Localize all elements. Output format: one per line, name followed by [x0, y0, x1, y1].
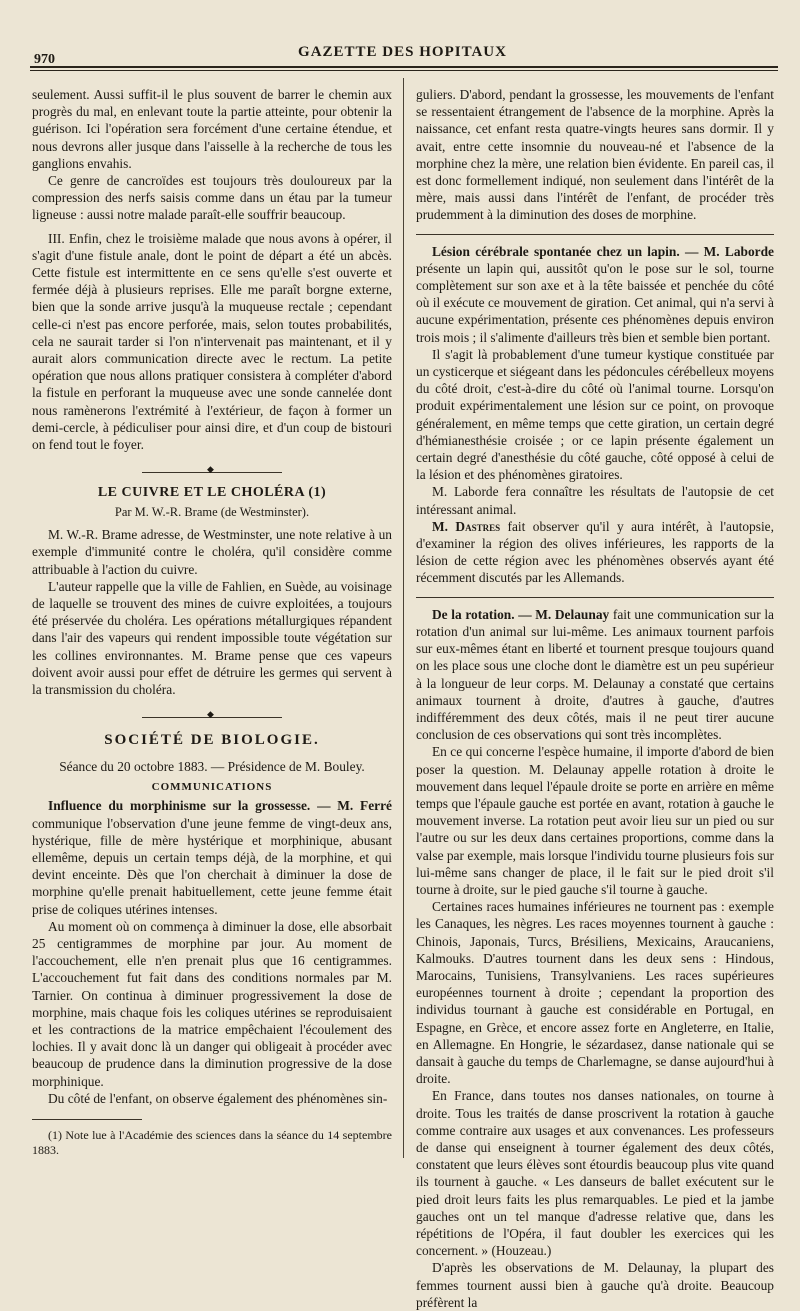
section-rule	[416, 597, 774, 598]
paragraph: seulement. Aussi suffit-il le plus souvent de barrer le chemin aux progrès du mal, en enlevant toute la partie atteinte, pour obtenir la guérison. Ici l'opération sera forcément d'une certaine étendue, et nous devrons aller jusque dans l'aisselle à la recherche de tous les ganglions envahis.	[32, 87, 392, 171]
paragraph: Au moment où on commença à diminuer la dose, elle absorbait 25 centigrammes de morphine par jour. Au moment de l'accouchement, elle n'en prenait plus que 16 centigrammes. L'accouchement fut fait dans des conditions normales par M. Tarnier. On continua à diminuer progressivement la dose de morphine, mais chaque fois les coliques utérines se reproduisaient et les contractions de la matrice empêchaient l'écoulement des lochies. Il y avait donc là un danger qui obligeait à procéder avec beaucoup de prudence dans la diminution progressive de la dose morphinique.	[32, 918, 392, 1089]
paragraph: En France, dans toutes nos danses nationales, on tourne à droite. Tous les traités de danse proscrivent la rotation à gauche comme contraire aux usages et aux convenances. Les professeurs de danse qui enseignent à tourner également des deux côtés, constatent que leurs élèves sont étourdis beaucoup plus vite quand ils tournent à gauche. « Les danseurs de ballet exécutent sur le pied droit leurs faits les plus remarquables. Le pied et la jambe gauches ont un tel manque d'adresse relative que, dans les répétitions de l'Opéra, il faut doubler les exercices qui les concernent. » (Houzeau.)	[416, 1088, 774, 1259]
paragraph: Lésion cérébrale spontanée chez un lapin. — M. Laborde présente un lapin qui, aussitôt qu'on le pose sur le sol, tourne complètement sur son axe et à la tête baissée et penchée du côté où il exécute ce mouvement de giration. Cet animal, qui n'a servi à aucune expérimentation, présente ces phénomènes depuis environ trois mois ; il s'alimente d'ailleurs très bien et semble bien portant.	[416, 243, 774, 345]
paragraph: Il s'agit là probablement d'une tumeur kystique constituée par un cysticerque et siégeant dans les pédoncules cérébelleux moyens du côté droit, c'est-à-dire du côté où l'animal tourne. Lorsqu'on produit expérimentalement une lésion sur ce point, on provoque généralement, en même temps que cette giration, un certain degré d'hémianesthésie croisée ; or ce lapin présente également un certain degré d'anesthésie du côté gauche, côté opposé à celui de la lésion et des phénomènes giratoires.	[416, 346, 774, 483]
article-byline: Par M. W.-R. Brame (de Westminster).	[114, 505, 310, 520]
header-rule	[30, 66, 778, 68]
footnote: (1) Note lue à l'Académie des sciences dans la séance du 14 septembre 1883.	[32, 1127, 392, 1157]
left-column	[32, 86, 392, 1158]
section-rule	[416, 234, 774, 235]
paragraph: M. Dastres fait observer qu'il y aura intérêt, à l'autopsie, d'examiner la région des olives inférieures, les rapports de la lésion de cette région avec les phénomènes observés ayant été récemment discutés par les Allemands.	[416, 518, 774, 586]
header-rule-thin	[30, 70, 778, 71]
paragraph: D'après les observations de M. Delaunay, la plupart des femmes tournent aussi bien à gauche qu'à droite. Beaucoup préfèrent la	[416, 1260, 774, 1310]
society-title: SOCIÉTÉ DE BIOLOGIE.	[104, 732, 320, 749]
right-column	[416, 86, 774, 1311]
article-title: LE CUIVRE ET LE CHOLÉRA (1)	[97, 485, 327, 501]
paragraph: Influence du morphinisme sur la grossesse. — M. Ferré communique l'observation d'une jeune femme de vingt-deux ans, hystérique, fille de mère hystérique et morphinique, abusant ellemême, depuis un certain temps déjà, de la morphine, et qui devint enceinte. Dès que l'on cherchait à diminuer la dose de morphine qu'elle prenait habituellement, cette jeune femme était prise de coliques utérines intenses.	[32, 798, 392, 917]
paragraph: Certaines races humaines inférieures ne tournent pas : exemple les Canaques, les nègres. Les races moyennes tournent à gauche : Chinois, Japonais, Turcs, Brésiliens, Mexicains, Araucaniens, Kalmouks. D'autres tournent dans les deux sens : Hindous, Marocains, Tunisiens, Transylvaniens. Les races supérieures européennes tournent à droite ; cependant la proportion des individus tournant à gauche est considérable en Portugal, en Espagne, en Grèce, et encore assez forte en Angleterre, en Italie, en Allemagne. En Hongrie, le sézardasez, danse nationale qui se dansait à gauche du temps de Charlemagne, se danse aujourd'hui à droite.	[416, 899, 774, 1087]
paragraph: En ce qui concerne l'espèce humaine, il importe d'abord de bien poser la question. M. Delaunay appelle rotation à droite le mouvement dans lequel l'épaule droite se porte en arrière en même temps que l'épaule gauche est portée en avant, rotation à gauche le mouvement inverse. La rotation peut avoir lieu sur un pied ou sur l'autre ou sur les deux dans certaines proportions, comme dans la valse par exemple, mais lorsque l'individu tourne plusieurs fois sur lui-même sans changer de place, il le fait sur le pied droit s'il tourne à droite, sur le pied gauche s'il tourne à gauche.	[416, 744, 774, 897]
footnote-rule	[32, 1119, 142, 1120]
paragraph: M. Laborde fera connaître les résultats de l'autopsie de cet intéressant animal.	[416, 484, 774, 517]
section-ornament	[32, 463, 392, 481]
session-line: Séance du 20 octobre 1883. — Présidence de M. Bouley.	[59, 759, 365, 775]
paragraph: De la rotation. — M. Delaunay fait une communication sur la rotation d'un animal sur lui-même. Les animaux tournent parfois sur eux-mêmes étant en liberté et tournent presque toujours quand on les place sous une cloche dont le diamètre est un peu supérieur à la longueur de leur corps. M. Delaunay a constaté que certains animaux tournent à droite, d'autres à gauche, d'autres indifféremment des deux côtés, mais il ne peut tirer aucune conclusion de ces observations qui sont très incomplètes.	[416, 606, 774, 743]
communications-heading: COMMUNICATIONS	[151, 781, 273, 794]
column-divider	[403, 78, 404, 1158]
paragraph: III. Enfin, chez le troisième malade que nous avons à opérer, il s'agit d'une fistule anale, dont le point de départ a été un abcès. Cette fistule est intermittente en ce sens qu'elle s'est ouverte et fermée déjà à plusieurs reprises. Elle me paraît borgne externe, bien que la sonde arrive jusqu'à la muqueuse rectale ; cependant celle-ci n'est pas encore perforée, mais, selon toutes probabilités, cela ne saurait tarder si l'on n'intervenait pas maintenant, et il y aurait alors communication directe avec le rectum. La petite opération que nous allons pratiquer consistera à compléter d'abord la fistule en perforant la muqueuse avec une sonde cannelée dont nous ramènerons l'extrémité à l'extérieur, de façon à former un demi-cercle, à pédiculiser pour ainsi dire, et d'un coup de bistouri on fend tout le foyer.	[32, 230, 392, 453]
paragraph: Ce genre de cancroïdes est toujours très douloureux par la compression des nerfs saisis comme dans un étau par la tumeur ligneuse : aussi notre malade paraît-elle souffrir beaucoup.	[32, 173, 392, 223]
communication-title: Influence du morphinisme sur la grossesse. — M. Ferré	[48, 798, 392, 814]
running-head	[30, 44, 775, 67]
page-number: 970	[34, 52, 55, 67]
paragraph: Du côté de l'enfant, on observe également des phénomènes sin-	[48, 1090, 388, 1106]
paragraph: guliers. D'abord, pendant la grossesse, les mouvements de l'enfant se ressentaient étrangement de l'absence de la morphine. Après la naissance, cet enfant resta quatre-vingts heures sans dormir. Il y avait, entre cette insomnie du nouveau-né et l'absence de la morphine chez la mère, une relation bien évidente. En pareil cas, il est donc formellement indiqué, non seulement dans l'intérêt de la mère, mais aussi dans l'intérêt de l'enfant, de procéder très prudemment à la diminution des doses de morphine.	[416, 87, 774, 223]
section-ornament	[32, 708, 392, 726]
paragraph: L'auteur rappelle que la ville de Fahlien, en Suède, au voisinage de laquelle se trouvent des mines de cuivre exploitées, a toujours été préservée du choléra. Les opérations métallurgiques répandent dans l'air des vapeurs qui rendent impossible toute végétation sur les collines environnantes. M. Brame pense que ces vapeurs doivent avoir aussi pour effet de détruire les germes qui servent à la transmission du choléra.	[32, 578, 392, 698]
journal-title: GAZETTE DES HOPITAUX	[298, 44, 507, 60]
speaker-name: M. Dastres	[432, 518, 501, 534]
communication-title: De la rotation. — M. Delaunay	[432, 606, 610, 622]
paragraph: M. W.-R. Brame adresse, de Westminster, une note relative à un exemple d'immunité contre le choléra, qu'il considère comme attribuable à l'action du cuivre.	[32, 527, 392, 577]
communication-title: Lésion cérébrale spontanée chez un lapin. — M. Laborde	[432, 243, 774, 259]
